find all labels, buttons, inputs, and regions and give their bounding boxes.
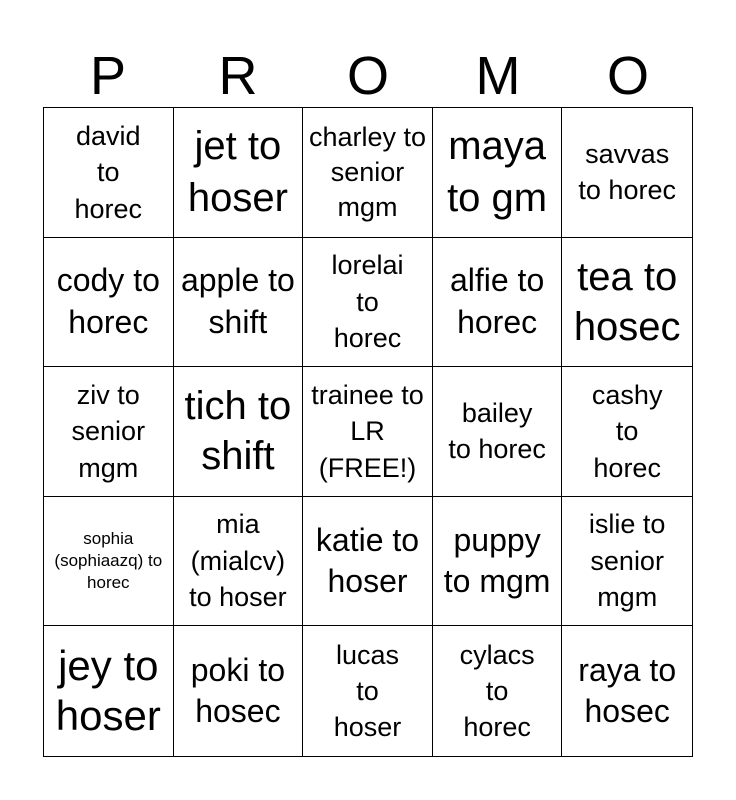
- bingo-cell-2-3[interactable]: [303, 238, 433, 368]
- bingo-cell-2-5[interactable]: [562, 238, 692, 368]
- cell-text: cody to horec: [56, 262, 160, 340]
- cell-text: mia (mialcv) to hoser: [189, 509, 287, 613]
- bingo-cell-5-5[interactable]: [562, 626, 692, 756]
- bingo-cell-1-2[interactable]: [174, 108, 304, 238]
- bingo-cell-4-2[interactable]: [174, 497, 304, 627]
- cell-text: sophia (sophiaazq) to horec: [54, 528, 163, 593]
- header-letter-o-2: O: [606, 46, 649, 106]
- bingo-cell-2-1[interactable]: [44, 238, 174, 368]
- cell-text: apple to shift: [180, 262, 295, 340]
- cell-text: poki to hosec: [190, 651, 286, 730]
- cell-text: lucas to hoser: [333, 639, 402, 743]
- cell-text: lorelai to horec: [331, 250, 404, 354]
- header-letter-o: O: [346, 46, 389, 106]
- cell-text: savvas to horec: [578, 138, 676, 206]
- cell-text: cashy to horec: [591, 379, 663, 483]
- cell-text: david to horec: [74, 120, 143, 224]
- bingo-cell-3-3[interactable]: [303, 367, 433, 497]
- header-letter-r: R: [218, 46, 258, 106]
- bingo-cell-3-2[interactable]: [174, 367, 304, 497]
- bingo-cell-5-3[interactable]: [303, 626, 433, 756]
- bingo-cell-5-2[interactable]: [174, 626, 304, 756]
- cell-text: raya to hosec: [578, 651, 677, 730]
- cell-text: tea to hosec: [573, 254, 681, 349]
- cell-text: cylacs to horec: [459, 639, 535, 743]
- bingo-cell-1-3[interactable]: [303, 108, 433, 238]
- bingo-cell-4-4[interactable]: [433, 497, 563, 627]
- bingo-cell-2-4[interactable]: [433, 238, 563, 368]
- bingo-cell-1-4[interactable]: [433, 108, 563, 238]
- bingo-cell-3-4[interactable]: [433, 367, 563, 497]
- bingo-cell-3-1[interactable]: [44, 367, 174, 497]
- bingo-cell-5-4[interactable]: [433, 626, 563, 756]
- bingo-cell-4-5[interactable]: [562, 497, 692, 627]
- cell-text: jet to hoser: [187, 124, 288, 221]
- bingo-board: [43, 107, 693, 757]
- cell-text: trainee to LR (FREE!): [311, 379, 424, 483]
- bingo-cell-5-1[interactable]: [44, 626, 174, 756]
- cell-text: katie to hoser: [315, 521, 420, 600]
- cell-text: tich to shift: [184, 384, 292, 479]
- cell-text: charley to senior mgm: [308, 121, 427, 222]
- cell-text: islie to senior mgm: [588, 509, 666, 613]
- header-letter-m: M: [475, 46, 521, 106]
- cell-text: maya to gm: [447, 124, 548, 221]
- bingo-cell-2-2[interactable]: [174, 238, 304, 368]
- cell-text: ziv to senior mgm: [71, 379, 146, 483]
- bingo-header: [43, 44, 693, 108]
- bingo-cell-3-5[interactable]: [562, 367, 692, 497]
- bingo-cell-1-1[interactable]: [44, 108, 174, 238]
- cell-text: bailey to horec: [448, 398, 546, 465]
- bingo-cell-1-5[interactable]: [562, 108, 692, 238]
- header-letter-p: P: [89, 46, 127, 106]
- bingo-cell-4-1[interactable]: [44, 497, 174, 627]
- cell-text: alfie to horec: [449, 262, 545, 340]
- cell-text: puppy to mgm: [443, 521, 551, 600]
- cell-text: jey to hoser: [55, 641, 161, 740]
- bingo-cell-4-3[interactable]: [303, 497, 433, 627]
